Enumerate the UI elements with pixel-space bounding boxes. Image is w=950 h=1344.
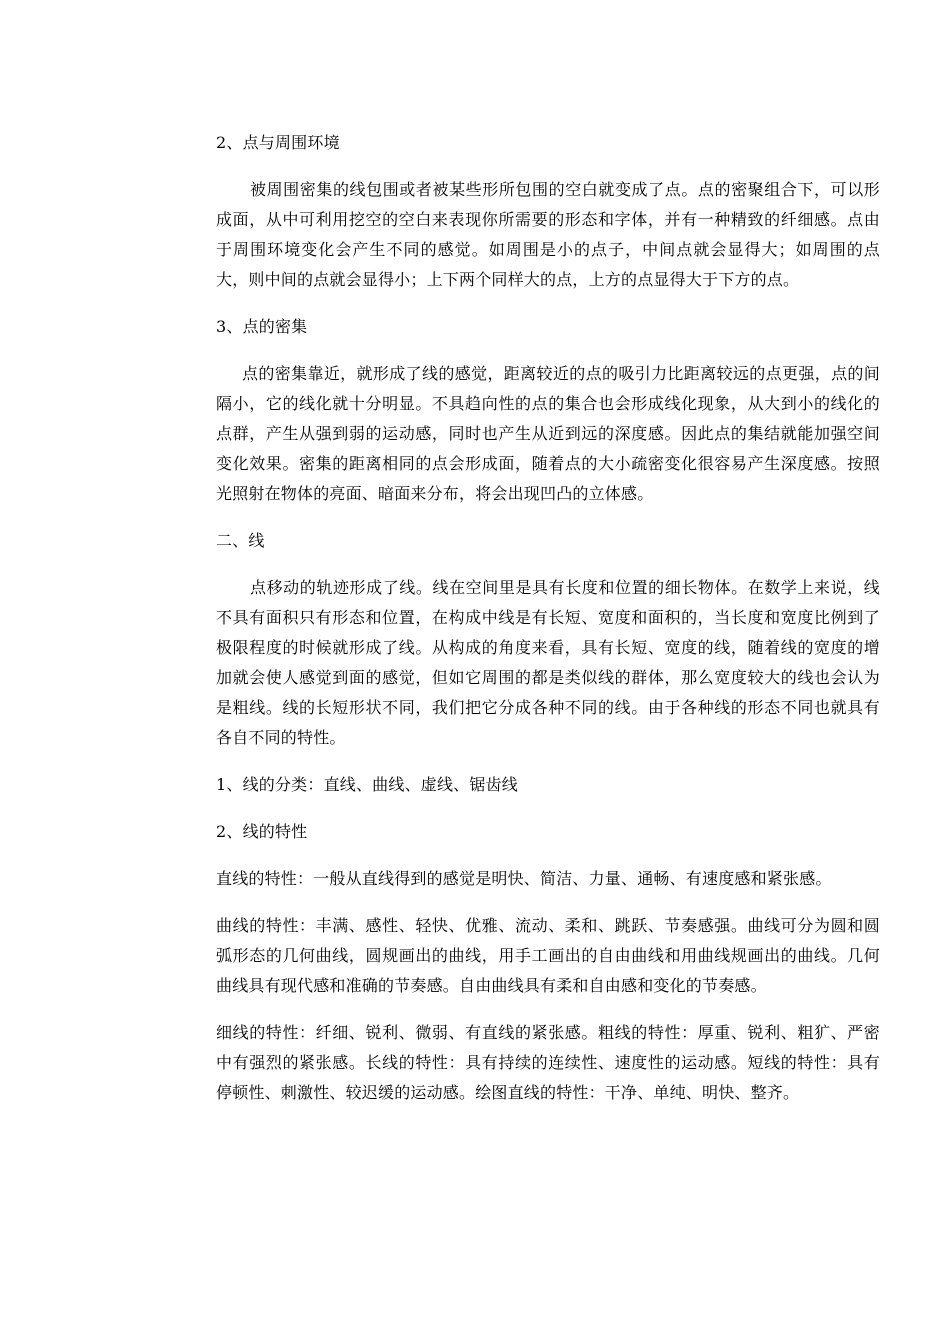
document-page <box>216 128 880 1108</box>
paragraph-line: 点移动的轨迹形成了线。线在空间里是具有长度和位置的细长物体。在数学上来说，线不具有面积只有形态和位置，在构成中线是有长短、宽度和面积的，当长度和宽度比例到了极限程度的时候就形成了线。从构成的角度来看，具有长短、宽度的线，随着线的宽度的增加就会使人感觉到面的感觉，但如它周围的都是类似线的群体，那么宽度较大的线也会认为是粗线。线的长短形状不同，我们把它分成各种不同的线。由于各种线的形态不同也就具有各自不同的特性。 <box>216 578 880 747</box>
section-heading-line-traits: 2、线的特性 <box>216 822 308 841</box>
section-heading-line: 二、线 <box>216 531 265 550</box>
paragraph-straight-line-traits: 直线的特性：一般从直线得到的感觉是明快、简洁、力量、通畅、有速度感和紧张感。 <box>216 869 832 888</box>
section-heading-line-types: 1、线的分类：直线、曲线、虚线、锯齿线 <box>216 775 518 794</box>
paragraph-curve-traits: 曲线的特性：丰满、感性、轻快、优雅、流动、柔和、跳跃、节奏感强。曲线可分为圆和圆弧形态的几何曲线，圆规画出的曲线，用手工画出的自由曲线和用曲线规画出的曲线。几何曲线具有现代感和准确的节奏感。自由曲线具有柔和自由感和变化的节奏感。 <box>216 916 880 995</box>
section-heading-point-density: 3、点的密集 <box>216 317 308 336</box>
section-heading-point-environment: 2、点与周围环境 <box>216 133 340 152</box>
paragraph-thin-thick-line-traits: 细线的特性：纤细、锐利、微弱、有直线的紧张感。粗线的特性：厚重、锐利、粗犷、严密中有强烈的紧张感。长线的特性：具有持续的连续性、速度性的运动感。短线的特性：具有停顿性、刺激性、较迟缓的运动感。绘图直线的特性：干净、单纯、明快、整齐。 <box>216 1023 880 1102</box>
paragraph-point-density: 点的密集靠近，就形成了线的感觉，距离较近的点的吸引力比距离较远的点更强，点的间隔小，它的线化就十分明显。不具趋向性的点的集合也会形成线化现象，从大到小的线化的点群，产生从强到弱的运动感，同时也产生从近到远的深度感。因此点的集结就能加强空间变化效果。密集的距离相同的点会形成面，随着点的大小疏密变化很容易产生深度感。按照光照射在物体的亮面、暗面来分布，将会出现凹凸的立体感。 <box>216 364 880 503</box>
paragraph-point-environment: 被周围密集的线包围或者被某些形所包围的空白就变成了点。点的密聚组合下，可以形成面，从中可利用挖空的空白来表现你所需要的形态和字体，并有一种精致的纤细感。点由于周围环境变化会产生不同的感觉。如周围是小的点子，中间点就会显得大；如周围的点大，则中间的点就会显得小；上下两个同样大的点，上方的点显得大于下方的点。 <box>216 180 880 289</box>
